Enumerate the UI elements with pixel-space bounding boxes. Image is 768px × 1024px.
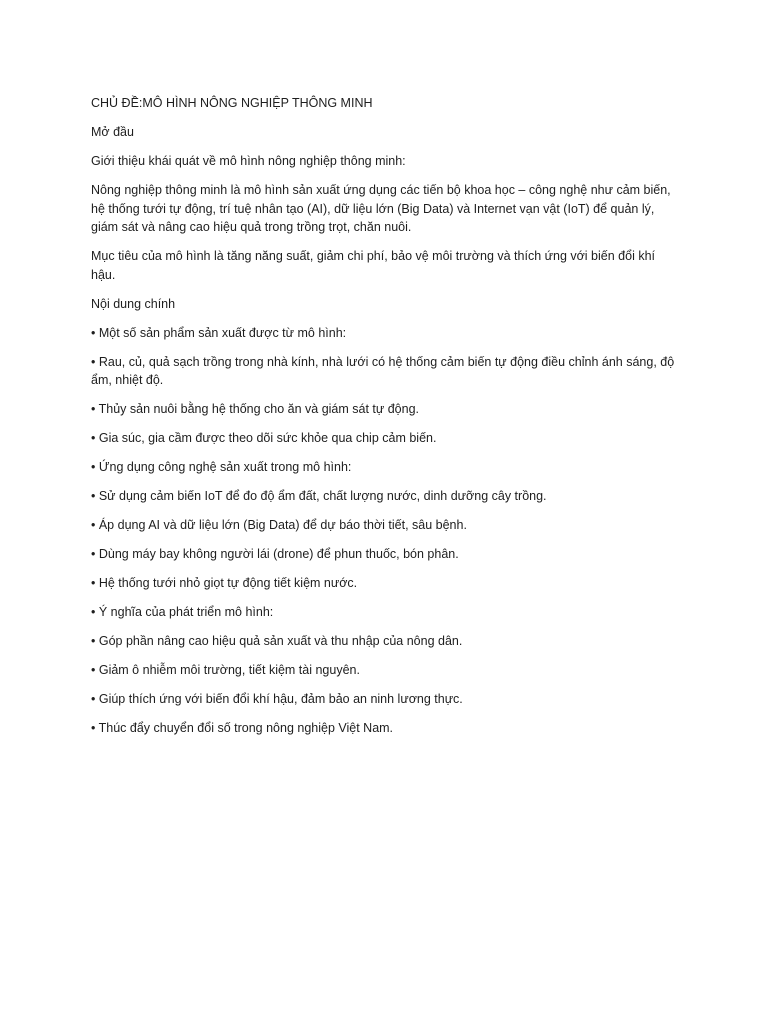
intro-subheading: Giới thiệu khái quát về mô hình nông nghiệp thông minh: xyxy=(91,154,406,168)
list-item: • Rau, củ, quả sạch trồng trong nhà kính, nhà lưới có hệ thống cảm biến tự động điều chỉnh ánh sáng, độ ẩm, nhiệt độ. xyxy=(91,354,675,387)
intro-paragraph: Nông nghiệp thông minh là mô hình sản xuất ứng dụng các tiến bộ khoa học – công nghệ như cảm biến, hệ thống tưới tự động, trí tuệ nhân tạo (AI), dữ liệu lớn (Big Data) và Internet vạn vật (IoT) để quản lý, giám sát và nâng cao hiệu quả trong trồng trọt, chăn nuôi. xyxy=(91,183,671,234)
list-item: • Áp dụng AI và dữ liệu lớn (Big Data) để dự báo thời tiết, sâu bệnh. xyxy=(91,518,467,532)
document-page xyxy=(91,94,681,748)
list-item: • Sử dụng cảm biến IoT để đo độ ẩm đất, chất lượng nước, dinh dưỡng cây trồng. xyxy=(91,489,547,503)
section-heading-products: • Một số sản phẩm sản xuất được từ mô hình: xyxy=(91,325,347,340)
list-item: • Thúc đẩy chuyển đổi số trong nông nghiệp Việt Nam. xyxy=(91,721,394,735)
list-item: • Hệ thống tưới nhỏ giọt tự động tiết kiệm nước. xyxy=(91,576,358,590)
list-item: • Giúp thích ứng với biến đổi khí hậu, đảm bảo an ninh lương thực. xyxy=(91,692,463,706)
section-heading-significance: • Ý nghĩa của phát triển mô hình: xyxy=(91,605,274,619)
list-item: • Thủy sản nuôi bằng hệ thống cho ăn và giám sát tự động. xyxy=(91,402,420,416)
list-item: • Giảm ô nhiễm môi trường, tiết kiệm tài nguyên. xyxy=(91,663,360,677)
intro-heading: Mở đầu xyxy=(91,125,134,139)
section-heading-technology: • Ứng dụng công nghệ sản xuất trong mô hình: xyxy=(91,460,352,474)
main-content-heading: Nội dung chính xyxy=(91,296,176,311)
document-title: CHỦ ĐỀ:MÔ HÌNH NÔNG NGHIỆP THÔNG MINH xyxy=(91,96,373,110)
goal-paragraph: Mục tiêu của mô hình là tăng năng suất, giảm chi phí, bảo vệ môi trường và thích ứng với biến đổi khí hậu. xyxy=(91,249,655,282)
list-item: • Gia súc, gia cầm được theo dõi sức khỏe qua chip cảm biến. xyxy=(91,431,437,445)
list-item: • Dùng máy bay không người lái (drone) để phun thuốc, bón phân. xyxy=(91,547,459,561)
list-item: • Góp phần nâng cao hiệu quả sản xuất và thu nhập của nông dân. xyxy=(91,634,463,648)
